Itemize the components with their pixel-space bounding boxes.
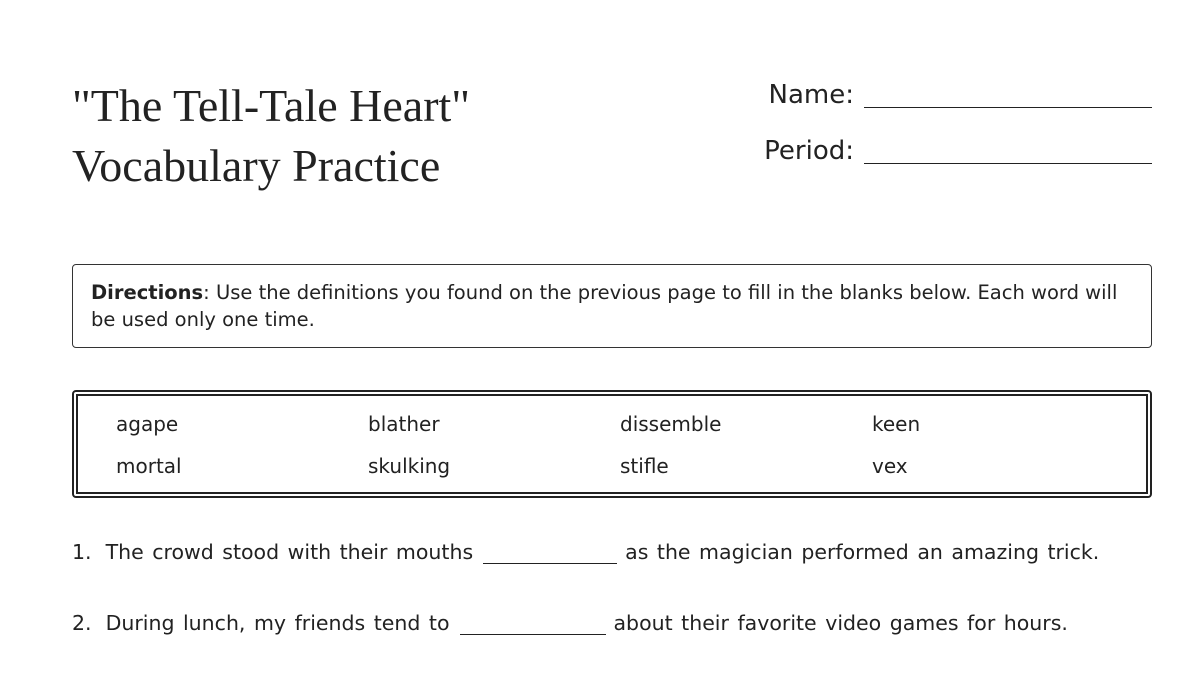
question-1 — [72, 540, 1099, 564]
word-bank-item: mortal — [116, 454, 182, 478]
period-label: Period: — [764, 136, 854, 166]
word-bank-item: dissemble — [620, 412, 722, 436]
question-text-after: as the magician performed an amazing trick. — [625, 540, 1100, 564]
question-text-before: The crowd stood with their mouths — [105, 540, 474, 564]
question-2 — [72, 611, 1068, 635]
title-line-2: Vocabulary Practice — [72, 140, 441, 191]
directions-text: : Use the definitions you found on the previous page to fill in the blanks below. Each word will be used only one time. — [91, 281, 1118, 331]
worksheet-title — [72, 76, 470, 196]
word-bank-item: skulking — [368, 454, 451, 478]
question-number: 1. — [72, 540, 92, 564]
name-blank[interactable] — [864, 85, 1152, 108]
question-text-after: about their favorite video games for hours. — [613, 611, 1068, 635]
word-bank-item: agape — [116, 412, 179, 436]
answer-blank[interactable] — [483, 543, 617, 564]
word-bank-item: vex — [872, 454, 908, 478]
question-number: 2. — [72, 611, 92, 635]
word-bank-item: blather — [368, 412, 440, 436]
title-line-1: "The Tell-Tale Heart" — [72, 80, 471, 131]
word-bank-item: keen — [872, 412, 921, 436]
word-bank — [72, 390, 1152, 498]
directions-box — [72, 264, 1152, 348]
name-label: Name: — [768, 80, 854, 110]
directions-label: Directions — [91, 281, 204, 304]
period-field — [764, 136, 1152, 166]
name-field — [769, 80, 1152, 110]
answer-blank[interactable] — [460, 614, 606, 635]
word-bank-item: stifle — [620, 454, 669, 478]
question-text-before: During lunch, my friends tend to — [105, 611, 450, 635]
period-blank[interactable] — [864, 141, 1152, 164]
